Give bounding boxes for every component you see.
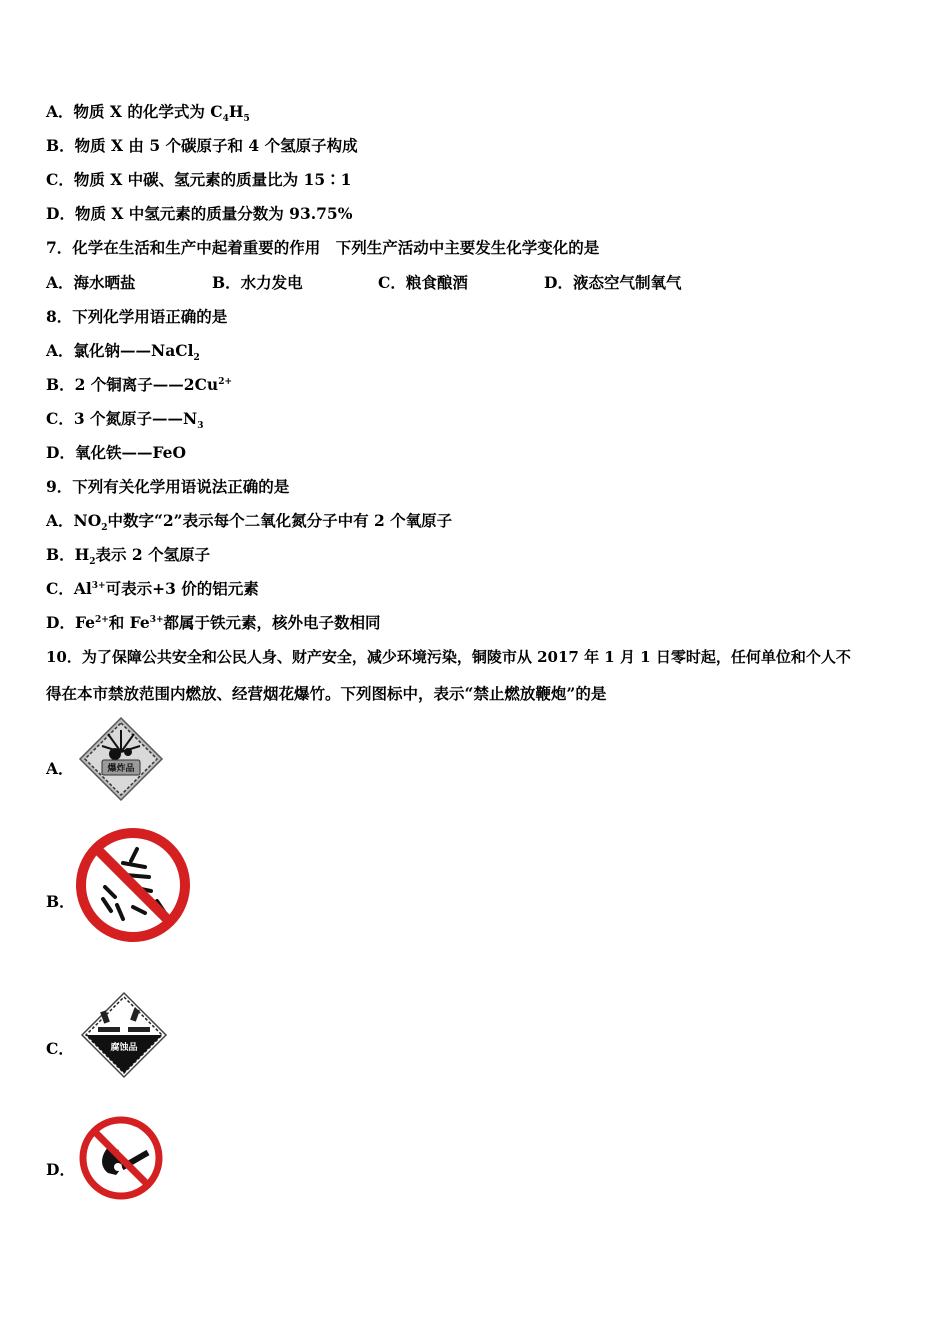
q6-option-c: C．物质 X 中碳、氢元素的质量比为 15∶1 (46, 170, 352, 189)
q9-option-b (46, 545, 211, 568)
q8-stem: 8．下列化学用语正确的是 (46, 307, 228, 326)
q7-stem: 7．化学在生活和生产中起着重要的作用 下列生产活动中主要发生化学变化的是 (46, 238, 600, 257)
q9-option-c-rest: 可表示+3 价的铝元素 (105, 579, 259, 598)
q6-option-a-mid: H (228, 102, 244, 121)
q8-option-d: D．氧化铁——FeO (46, 443, 186, 462)
corrosive-hazard-icon (80, 991, 168, 1079)
q6-option-a (46, 102, 250, 125)
q10-stem-line1: 10．为了保障公共安全和公民人身、财产安全，减少环境污染，铜陵市从 2017 年 1 月 1 日零时起，任何单位和个人不 (46, 648, 851, 666)
q7-options (46, 273, 681, 293)
q9-option-c (46, 579, 259, 599)
q9-option-c-prefix: C．Al (46, 579, 92, 598)
q8-option-a (46, 341, 200, 364)
explosive-icon-text: 爆炸品 (107, 764, 135, 774)
q8-option-a-sub: 2 (193, 353, 200, 364)
q9-option-a-sub: 2 (101, 523, 108, 534)
q10-option-c-label: C． (46, 1039, 74, 1058)
q8-option-c-text: C．3 个氮原子——N (46, 409, 198, 428)
q6-option-a-sub2: 5 (243, 114, 250, 125)
q7-option-a: A．海水晒盐 (46, 273, 136, 292)
q8-option-b (46, 375, 232, 395)
q8-option-a-text: A．氯化钠——NaCl (46, 341, 194, 360)
q10-option-b-label: B． (46, 892, 75, 911)
q9-option-b-sub: 2 (89, 557, 96, 568)
q9-stem: 9．下列有关化学用语说法正确的是 (46, 477, 290, 496)
q6-option-b: B．物质 X 由 5 个碳原子和 4 个氢原子构成 (46, 136, 358, 155)
q6-option-d: D．物质 X 中氢元素的质量分数为 93.75% (46, 204, 353, 223)
q9-option-d-mid: 和 Fe (108, 613, 150, 632)
q6-option-a-text: A．物质 X 的化学式为 C (46, 102, 223, 121)
q10-option-a-label: A． (46, 759, 74, 778)
q8-option-c (46, 409, 204, 432)
q9-option-d-sup2: 3+ (149, 614, 164, 625)
q10-stem-line2: 得在本市禁放范围内燃放、经营烟花爆竹。下列图标中，表示“禁止燃放鞭炮”的是 (46, 684, 607, 703)
q9-option-d-sup1: 2+ (94, 614, 109, 625)
q9-option-b-rest: 表示 2 个氢原子 (95, 545, 211, 564)
q9-option-c-sup: 3+ (91, 580, 106, 591)
q8-option-b-text: B．2 个铜离子——2Cu (46, 375, 219, 394)
q7-option-c: C．粮食酿酒 (378, 273, 468, 292)
no-open-flame-icon (78, 1115, 164, 1201)
q9-option-a (46, 511, 453, 534)
no-firecrackers-icon (75, 827, 191, 943)
explosive-hazard-icon (78, 716, 164, 802)
q9-option-d-rest: 都属于铁元素，核外电子数相同 (163, 613, 381, 632)
q8-option-c-sub: 3 (197, 421, 204, 432)
q7-option-b: B．水力发电 (212, 273, 303, 292)
q9-option-a-prefix: A．NO (46, 511, 102, 530)
q9-option-d (46, 613, 381, 633)
q9-option-d-prefix: D．Fe (46, 613, 95, 632)
q9-option-a-rest: 中数字“2”表示每个二氧化氮分子中有 2 个氧原子 (107, 511, 453, 530)
q6-option-a-sub1: 4 (222, 114, 229, 125)
q8-option-b-sup: 2+ (218, 376, 232, 387)
q10-option-d-label: D． (46, 1160, 75, 1179)
corrosive-icon-text: 腐蚀品 (110, 1043, 138, 1053)
q7-option-d: D．液态空气制氧气 (544, 273, 682, 292)
q9-option-b-prefix: B．H (46, 545, 90, 564)
